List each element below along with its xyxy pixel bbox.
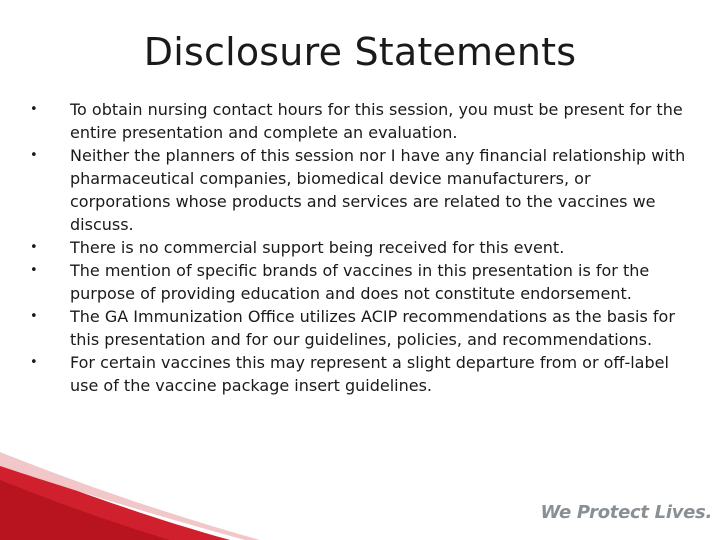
red-swoosh-decoration: [0, 440, 720, 540]
bullet-item: [28, 236, 688, 259]
bullet-text: Neither the planners of this session nor I have any financial relationship with pharmaceutical companies, biomedical device manufacturers, or corporations whose products and services are related to the vaccines we discuss.: [70, 146, 686, 234]
bullet-item: [28, 305, 688, 351]
bullet-text: There is no commercial support being received for this event.: [70, 238, 565, 257]
bullet-marker: •: [30, 102, 38, 117]
bullet-marker: •: [30, 309, 38, 324]
bullet-marker: •: [30, 355, 38, 370]
bullet-text: The GA Immunization Office utilizes ACIP recommendations as the basis for this presentation and for our guidelines, policies, and recommendations.: [70, 307, 675, 349]
bullet-text: For certain vaccines this may represent a slight departure from or off-label use of the vaccine package insert guidelines.: [70, 353, 669, 395]
bullet-item: [28, 351, 688, 397]
bullet-marker: •: [30, 240, 38, 255]
bullet-text: To obtain nursing contact hours for this session, you must be present for the entire presentation and complete an evaluation.: [70, 100, 683, 142]
bullet-item: [28, 144, 688, 236]
bullet-marker: •: [30, 148, 38, 163]
bullet-item: [28, 98, 688, 144]
bullet-marker: •: [30, 263, 38, 278]
bullet-text: The mention of specific brands of vaccines in this presentation is for the purpose of providing education and does not constitute endorsement.: [70, 261, 650, 303]
bullet-item: [28, 259, 688, 305]
tagline: We Protect Lives.: [540, 502, 712, 523]
bullet-list: [28, 98, 688, 397]
slide-title: Disclosure Statements: [143, 30, 577, 74]
